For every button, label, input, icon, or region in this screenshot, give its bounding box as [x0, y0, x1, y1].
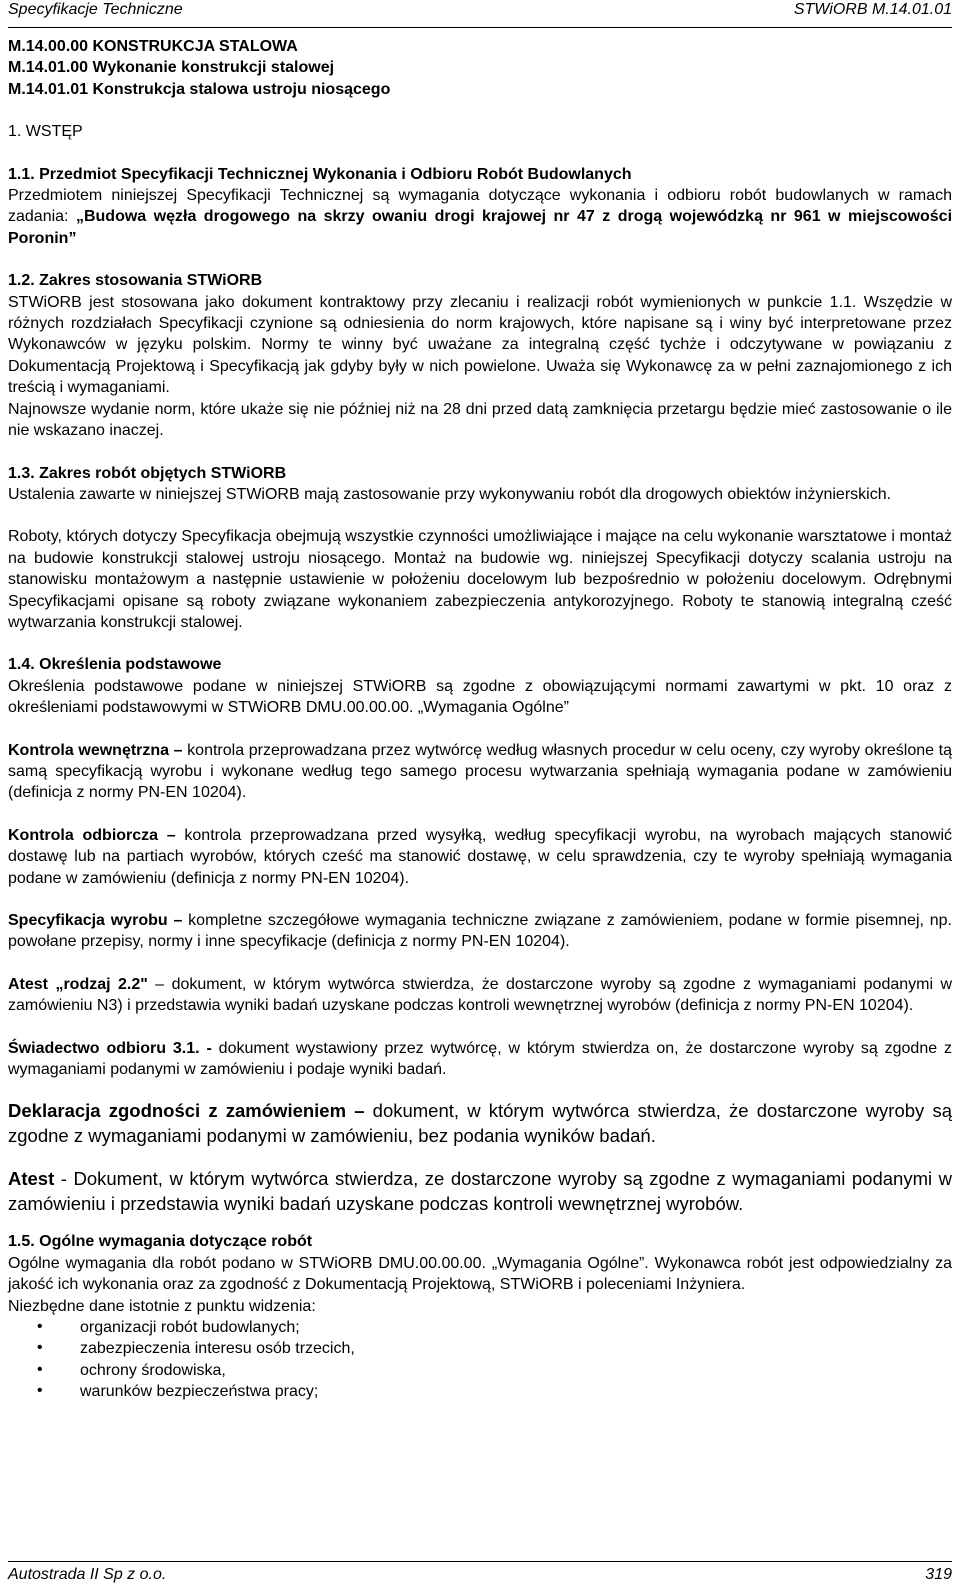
definition-deklaracja-zgodnosci — [8, 1098, 952, 1148]
definition-kontrola-wewnetrzna — [8, 740, 952, 804]
section-1-5-paragraph-1: Ogólne wymagania dla robót podano w STWiORB DMU.00.00.00. „Wymagania Ogólne”. Wykonawca robót jest odpowiedzialny za jakość ich wykonania oraz za zgodność z Dokumentacją Projektową, STWiORB i poleceniami Inżyniera. — [8, 1254, 952, 1294]
definition-kontrola-odbiorcza — [8, 825, 952, 889]
footer-company: Autostrada II Sp z o.o. — [8, 1566, 167, 1583]
definition-atest-2-2 — [8, 974, 952, 1017]
document-body — [8, 36, 952, 1403]
definition-term: Kontrola wewnętrzna – — [8, 741, 183, 759]
section-1-2-paragraph-1: STWiORB jest stosowana jako dokument kontraktowy przy zlecaniu i realizacji robót wymienionych w punkcie 1.1. Wszędzie w różnych rozdziałach Specyfikacji czynione są odniesienia do norm krajowych, które napisane są i winy być interpretowane przez Wykonawców w języku polskim. Normy te winny być uważane za integralną część tychże i odczytywane w powiązaniu z Dokumentacją Projektową i Specyfikacją jak gdyby były w nich powielone. Uważa się Wykonawcę za w pełni zaznajomionego z ich treścią i wymaganiami. — [8, 293, 952, 397]
definition-text: – dokument, w którym wytwórca stwierdza, że dostarczone wyroby są zgodne z wymaganiami podanymi w zamówieniu N3) i przedstawia wyniki badań uzyskane podczas kontroli wewnętrznej wyrobów (definicja z normy PN-EN 10204). — [8, 975, 952, 1015]
list-item: • warunków bezpieczeństwa pracy; — [80, 1381, 952, 1402]
definition-text: kompletne szczegółowe wymagania techniczne związane z zamówieniem, podane w formie pisemnej, np. powołane przepisy, normy i inne specyfikacje (definicja z normy PN-EN 10204). — [8, 912, 953, 951]
definition-text: kontrola przeprowadzana przed wysyłką, według specyfikacji wyrobu, na wyrobach mających stanowić dostawę lub na partiach wyrobów, których cześć ma stanowić dostawę, w celu sprawdzenia, czy te wyroby spełniają wymagania podane w zamówieniu (definicja z normy PN-EN 10204). — [8, 826, 952, 887]
definition-text: dokument wystawiony przez wytwórcę, w którym stwierdza on, że dostarczone wyroby są zgodne z wymaganiami podanymi w zamówieniu i podaje wyniki badań. — [8, 1039, 953, 1079]
definition-term: Świadectwo odbioru 3.1. - — [8, 1039, 212, 1057]
definition-atest — [8, 1166, 952, 1216]
definition-term: Deklaracja zgodności z zamówieniem – — [8, 1100, 365, 1122]
section-1-4-heading: 1.4. Określenia podstawowe — [8, 656, 222, 674]
page-footer — [8, 1561, 952, 1583]
definition-term: Kontrola odbiorcza – — [8, 826, 176, 844]
definition-text: kontrola przeprowadzana przez wytwórcę według własnych procedur w celu oceny, czy wyroby określone tą samą specyfikacją wyrobu i wykonane według tego samego procesu wytwarzania spełniają wymagania podane w zamówieniu (definicja z normy PN-EN 10204). — [8, 741, 953, 802]
contract-name: „Budowa węzła drogowego na skrzy owaniu drogi krajowej nr 47 z drogą wojewódzką nr 961 w miejscowości Poronin” — [8, 208, 953, 247]
section-1-5-paragraph-2: Niezbędne dane istotnie z punktu widzenia: — [8, 1297, 316, 1315]
header-doc-type: Specyfikacje Techniczne — [8, 1, 183, 18]
list-item: • zabezpieczenia interesu osób trzecich, — [80, 1338, 952, 1359]
definition-text: - Dokument, w którym wytwórca stwierdza, ze dostarczone wyroby są zgodne z wymaganiami podanymi w zamówieniu i przedstawia wyniki badań uzyskane podczas kontroli wewnętrznej wyrobów. — [8, 1168, 952, 1215]
title-line-1: M.14.00.00 KONSTRUKCJA STALOWA — [8, 38, 298, 55]
page-number: 319 — [925, 1566, 952, 1583]
section-1-3-heading: 1.3. Zakres robót objętych STWiORB — [8, 464, 287, 482]
definition-swiadectwo-odbioru — [8, 1038, 952, 1081]
section-1-1-text — [8, 185, 952, 249]
title-line-3: M.14.01.01 Konstrukcja stalowa ustroju niosącego — [8, 80, 391, 98]
section-1-2-paragraph-2: Najnowsze wydanie norm, które ukaże się nie później niż na 28 dni przed datą zamknięcia przetargu będzie mieć zastosowanie o ile nie wskazano inaczej. — [8, 400, 952, 440]
section-1-1-intro: Przedmiotem niniejszej Specyfikacji Technicznej są wymagania dotyczące wykonania i odbioru robót budowlanych w ramach zadania: — [8, 187, 952, 226]
section-1-4-intro: Określenia podstawowe podane w niniejszej STWiORB są zgodne z obowiązującymi normami zawartymi w pkt. 10 oraz z określeniami podstawowymi w STWiORB DMU.00.00.00. „Wymagania Ogólne” — [8, 677, 952, 717]
list-item: • ochrony środowiska, — [80, 1360, 952, 1381]
definition-specyfikacja-wyrobu — [8, 910, 952, 953]
section-1-5-heading: 1.5. Ogólne wymagania dotyczące robót — [8, 1233, 313, 1251]
definition-term: Atest — [8, 1168, 55, 1190]
definition-term: Specyfikacja wyrobu – — [8, 912, 183, 929]
title-line-2: M.14.01.00 Wykonanie konstrukcji stalowej — [8, 59, 335, 77]
section-1-3-paragraph-1: Ustalenia zawarte w niniejszej STWiORB mają zastosowanie przy wykonywaniu robót dla drogowych obiektów inżynierskich. — [8, 485, 892, 503]
definition-text: dokument, w którym wytwórca stwierdza, że dostarczone wyroby są zgodne z wymaganiami podanymi w zamówieniu, bez podania wyników badań. — [8, 1100, 952, 1147]
section-1-2-heading: 1.2. Zakres stosowania STWiORB — [8, 272, 263, 290]
requirements-list — [8, 1317, 952, 1403]
list-item: • organizacji robót budowlanych; — [80, 1317, 952, 1338]
page-header — [8, 0, 952, 28]
header-doc-code: STWiORB M.14.01.01 — [793, 1, 952, 18]
section-1-heading: 1. WSTĘP — [8, 123, 83, 141]
definition-term: Atest „rodzaj 2.2" — [8, 975, 148, 993]
section-1-1-heading: 1.1. Przedmiot Specyfikacji Technicznej Wykonania i Odbioru Robót Budowlanych — [8, 165, 632, 183]
section-1-3-paragraph-2: Roboty, których dotyczy Specyfikacja obejmują wszystkie czynności umożliwiające i mające na celu wykonanie warsztatowe i montaż na budowie konstrukcji stalowej ustroju niosącego. Montaż na budowie wg. niniejszej Specyfikacji dotyczy scalania ustroju na stanowisku montażowym a następnie ustawienie w położeniu docelowym lub bezpośrednio w położeniu docelowym. Odrębnymi Specyfikacjami opisane są roboty związane wykonaniem zabezpieczenia antykorozyjnego. Roboty te stanowią integralną cześć wytwarzania konstrukcji stalowej. — [8, 528, 952, 631]
